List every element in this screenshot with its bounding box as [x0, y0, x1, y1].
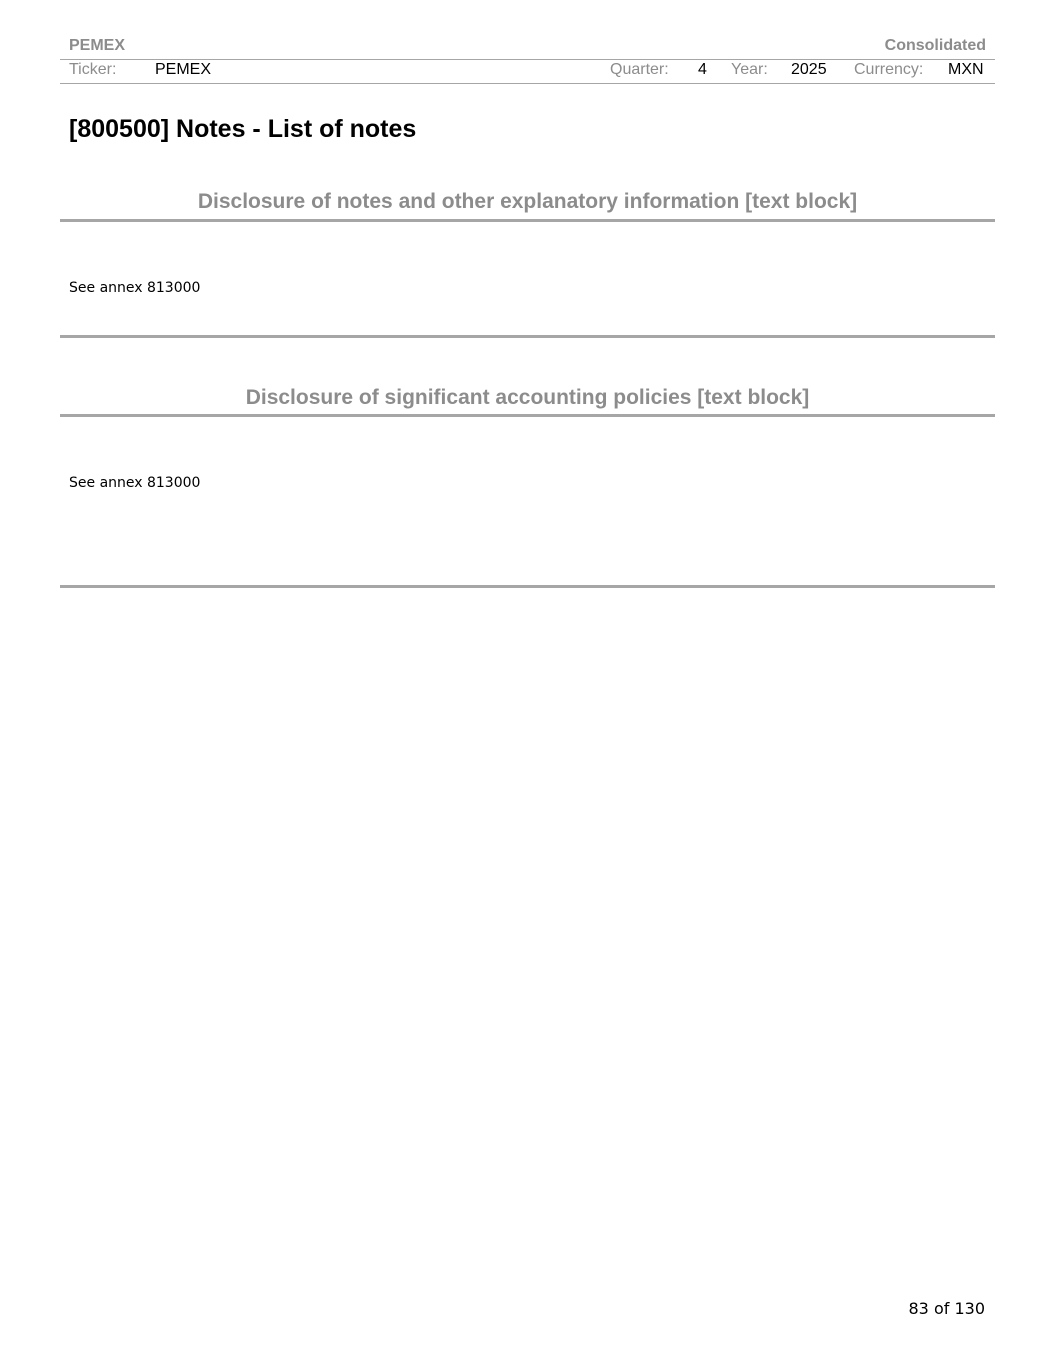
section-divider [60, 335, 995, 338]
section-divider [60, 585, 995, 588]
section-body-notes: See annex 813000 [69, 280, 201, 296]
page-title: [800500] Notes - List of notes [69, 115, 417, 143]
quarter-value: 4 [698, 61, 707, 78]
year-label: Year: [731, 61, 768, 78]
company-name: PEMEX [69, 37, 126, 54]
year-value: 2025 [791, 61, 827, 78]
section-divider [60, 219, 995, 222]
quarter-label: Quarter: [610, 61, 669, 78]
section-title-accounting-policies: Disclosure of significant accounting policies [text block] [245, 386, 810, 409]
section-body-accounting-policies: See annex 813000 [69, 475, 201, 491]
currency-label: Currency: [854, 61, 924, 78]
section-title-notes: Disclosure of notes and other explanatory information [text block] [197, 190, 858, 213]
page-number: 83 of 130 [908, 1299, 985, 1318]
report-meta-row [60, 60, 995, 84]
report-header [60, 37, 995, 60]
currency-value: MXN [948, 61, 984, 78]
ticker-value: PEMEX [155, 61, 212, 78]
report-scope: Consolidated [884, 37, 986, 54]
ticker-label: Ticker: [69, 61, 117, 78]
section-divider [60, 414, 995, 417]
